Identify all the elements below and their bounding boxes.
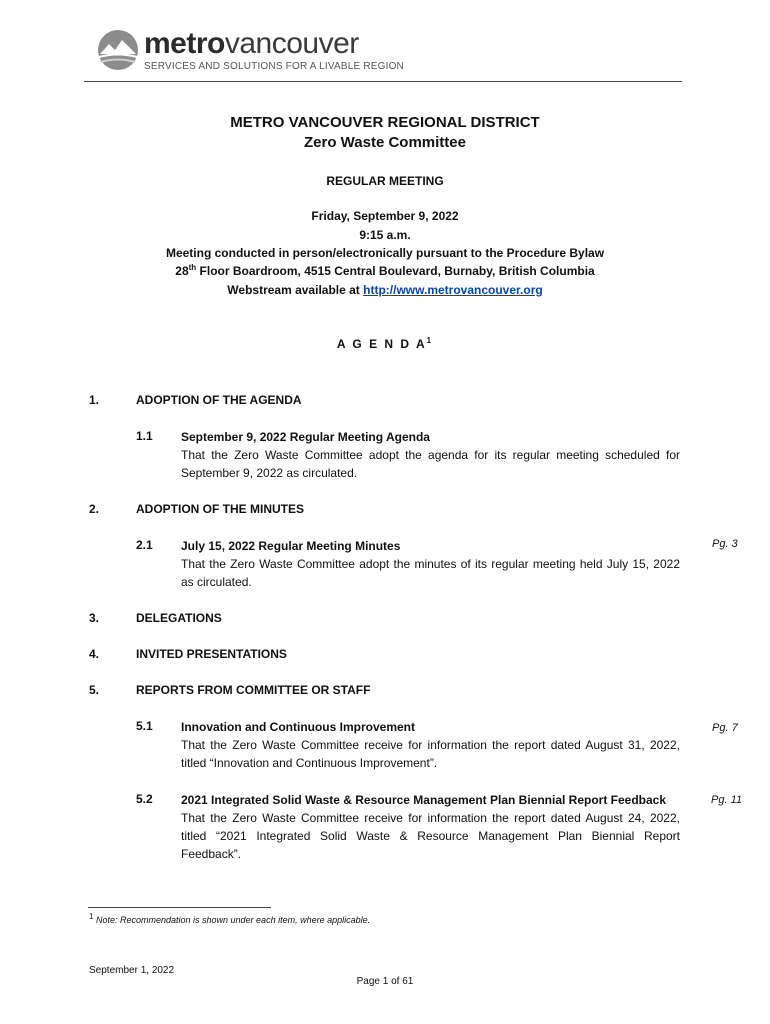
location-rest: Floor Boardroom, 4515 Central Boulevard, Burnaby, British Columbia [196, 264, 595, 278]
footnote-marker: 1 [89, 912, 94, 921]
mountain-logo-icon [96, 28, 140, 72]
section-title-adoption-agenda: ADOPTION OF THE AGENDA [136, 393, 302, 407]
section-number: 1. [89, 393, 100, 407]
footer-date: September 1, 2022 [89, 965, 175, 976]
webstream-line [0, 283, 770, 297]
page-reference: Pg. 3 [712, 538, 738, 550]
agenda-item-5-2 [181, 791, 680, 863]
section-title-invited-presentations: INVITED PRESENTATIONS [136, 647, 287, 661]
footnote-divider [88, 907, 271, 908]
item-title: 2021 Integrated Solid Waste & Resource Management Plan Biennial Report Feedback [181, 793, 667, 807]
logo-tagline: SERVICES AND SOLUTIONS FOR A LIVABLE REGION [144, 61, 404, 72]
page-reference: Pg. 7 [712, 722, 738, 734]
metro-vancouver-logo [96, 26, 404, 76]
org-title: METRO VANCOUVER REGIONAL DISTRICT [230, 114, 540, 131]
page-number: Page 1 of 61 [356, 976, 414, 987]
meeting-time: 9:15 a.m. [359, 228, 411, 242]
section-number: 4. [89, 647, 100, 661]
meeting-location [0, 264, 770, 278]
logo-brand-bold: metro [144, 27, 225, 60]
location-floor: 28 [175, 264, 189, 278]
item-title: July 15, 2022 Regular Meeting Minutes [181, 539, 401, 553]
meeting-date: Friday, September 9, 2022 [311, 209, 459, 223]
location-floor-suffix: th [188, 263, 197, 272]
agenda-heading-text: A G E N D A [336, 337, 427, 351]
agenda-item-2-1 [181, 537, 680, 591]
item-title: Innovation and Continuous Improvement [181, 720, 415, 734]
webstream-link[interactable]: http://www.metrovancouver.org [363, 283, 543, 297]
item-recommendation: That the Zero Waste Committee adopt the agenda for its regular meeting scheduled for September 9, 2022 as circulated. [181, 448, 680, 480]
section-number: 2. [89, 502, 100, 516]
logo-wordmark [144, 28, 359, 60]
item-number: 5.1 [136, 719, 153, 733]
section-title-adoption-minutes: ADOPTION OF THE MINUTES [136, 502, 304, 516]
footnote [89, 912, 371, 925]
webstream-prefix: Webstream available at [227, 283, 364, 297]
agenda-item-5-1 [181, 718, 680, 772]
committee-title: Zero Waste Committee [304, 134, 466, 151]
section-title-reports: REPORTS FROM COMMITTEE OR STAFF [136, 683, 371, 697]
item-number: 5.2 [136, 792, 153, 806]
agenda-heading [0, 337, 770, 351]
item-number: 1.1 [136, 429, 153, 443]
item-recommendation: That the Zero Waste Committee receive for information the report dated August 24, 2022, titled “2021 Integrated Solid Waste & Resource Management Plan Biennial Report Feedback”. [181, 811, 680, 861]
meeting-type: REGULAR MEETING [326, 174, 444, 188]
item-title: September 9, 2022 Regular Meeting Agenda [181, 430, 430, 444]
agenda-footnote-marker: 1 [426, 336, 434, 345]
logo-brand-light: vancouver [224, 27, 359, 60]
section-number: 5. [89, 683, 100, 697]
item-recommendation: That the Zero Waste Committee receive for information the report dated August 31, 2022, titled “Innovation and Continuous Improvement”. [181, 738, 680, 770]
item-recommendation: That the Zero Waste Committee adopt the minutes of its regular meeting held July 15, 2022 as circulated. [181, 557, 680, 589]
section-number: 3. [89, 611, 100, 625]
meeting-conduct-note: Meeting conducted in person/electronically pursuant to the Procedure Bylaw [165, 246, 605, 260]
section-title-delegations: DELEGATIONS [136, 611, 222, 625]
header-divider [84, 81, 682, 82]
footnote-text: Note: Recommendation is shown under each item, where applicable. [95, 915, 371, 925]
agenda-item-1-1 [181, 428, 680, 482]
page-reference: Pg. 11 [711, 794, 742, 806]
item-number: 2.1 [136, 538, 153, 552]
